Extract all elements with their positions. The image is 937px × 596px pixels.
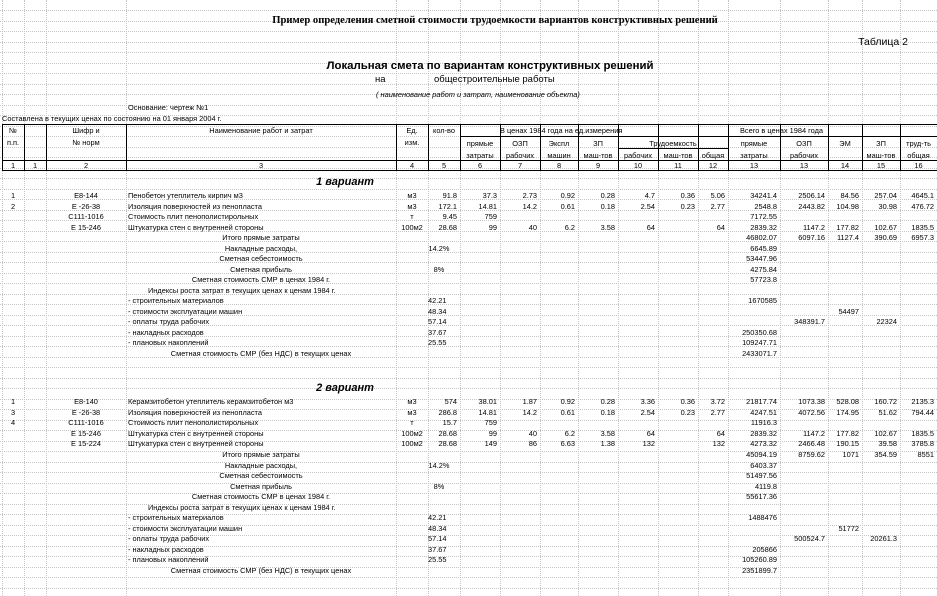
grid-row-line xyxy=(0,504,937,505)
grid-column-line xyxy=(698,0,699,596)
colnum-bottom-border xyxy=(2,170,937,171)
row-cell-c17: 1835.5 xyxy=(911,222,934,232)
header-t-direct-1: прямые xyxy=(740,139,768,148)
summary-value-c13: 1670585 xyxy=(748,296,777,305)
column-number-cell: 4 xyxy=(409,161,415,170)
grid-row-line xyxy=(0,189,937,190)
header-t-ozp-2: рабочих xyxy=(789,151,819,160)
row-cell-tr: 4.7 xyxy=(644,191,655,200)
summary-label: - плановых накоплений xyxy=(128,338,209,347)
row-cell-c15: 104.98 xyxy=(836,201,859,211)
row-cell-to: 64 xyxy=(716,428,725,438)
work-name: общестроительные работы xyxy=(434,74,555,85)
header-num-2: п.п. xyxy=(6,138,20,147)
column-number-cell: 7 xyxy=(517,161,523,170)
row-cell-c17: 794.44 xyxy=(911,407,934,417)
grid-row-line xyxy=(0,178,937,179)
header-sub-border-2 xyxy=(728,136,937,137)
summary-label: Сметная стоимость СМР (без НДС) в текущих ценах xyxy=(170,348,352,358)
row-cell-qty: 28.68 xyxy=(438,222,457,232)
row-cell-to: 2.77 xyxy=(710,407,725,417)
row-cell-c15: 177.82 xyxy=(836,222,859,232)
row-cell-tm: 0.36 xyxy=(680,191,695,200)
header-labor: Трудоемкость xyxy=(649,139,697,148)
row-name: Штукатурка стен с внутренней стороны xyxy=(128,428,264,438)
row-cell-qty: 28.68 xyxy=(438,428,457,438)
row-cell-c13: 4273.32 xyxy=(750,439,777,448)
summary-index: 48.34 xyxy=(428,306,447,316)
column-number-cell: 3 xyxy=(258,161,264,170)
summary-value-c13: 57723.8 xyxy=(750,275,777,284)
column-number-cell: 16 xyxy=(914,161,923,170)
summary-percent: 8% xyxy=(433,481,445,491)
row-code: Е8-140 xyxy=(74,397,98,406)
summary-value-c15: 51772 xyxy=(838,523,859,533)
row-cell-c13: 2548.8 xyxy=(754,201,777,211)
summary-value-c13: 53447.96 xyxy=(746,254,777,263)
row-cell-ozp: 14.2 xyxy=(522,201,537,211)
summary-label: - стоимости эксплуатации машин xyxy=(128,523,243,533)
row-cell-c17: 4645.1 xyxy=(911,191,934,200)
row-number: 1 xyxy=(10,191,16,200)
row-cell-zp: 0.18 xyxy=(600,201,615,211)
row-cell-to: 64 xyxy=(716,222,725,232)
grid-row-line xyxy=(0,388,937,389)
summary-value-c13: 1488476 xyxy=(748,513,777,522)
row-cell-c14: 1147.2 xyxy=(802,428,825,438)
estimate-title: Локальная смета по вариантам конструктивных решений xyxy=(326,60,654,72)
header-ozp-1: ОЗП xyxy=(512,139,528,148)
grid-column-line xyxy=(828,0,829,596)
summary-index: 42.21 xyxy=(428,296,447,305)
summary-value-c16: 20261.3 xyxy=(870,534,897,543)
header-t-ozp-1: ОЗП xyxy=(796,139,812,148)
summary-index: 25.55 xyxy=(428,555,447,564)
row-cell-zp: 0.28 xyxy=(600,397,615,406)
row-cell-em: 0.61 xyxy=(560,201,575,211)
row-cell-to: 132 xyxy=(712,439,725,448)
header-top-border xyxy=(2,124,937,125)
row-code: Е8-144 xyxy=(74,191,98,200)
row-cell-c15: 177.82 xyxy=(836,428,859,438)
row-number: 2 xyxy=(10,201,16,211)
row-cell-c15: 190.15 xyxy=(836,439,859,448)
row-cell-em: 0.61 xyxy=(560,407,575,417)
row-cell-tm: 0.36 xyxy=(680,397,695,406)
column-number-cell: 9 xyxy=(595,161,601,170)
row-cell-c16: 257.04 xyxy=(874,191,897,200)
column-number-cell: 10 xyxy=(633,161,643,170)
grid-row-line xyxy=(0,588,937,589)
header-t-labor-1: труд-ть xyxy=(906,139,931,148)
summary-label: Сметная себестоимость xyxy=(219,254,303,263)
row-name: Изоляция поверхностей из пенопласта xyxy=(128,407,262,417)
row-cell-zp: 0.28 xyxy=(600,191,615,200)
summary-percent: 8% xyxy=(433,264,445,274)
row-number: 3 xyxy=(10,407,16,417)
row-cell-zp: 0.18 xyxy=(600,407,615,417)
row-cell-tr: 3.36 xyxy=(640,397,655,406)
summary-label: Итого прямые затраты xyxy=(222,450,300,459)
header-name: Наименование работ и затрат xyxy=(209,126,313,135)
row-cell-tr: 2.54 xyxy=(640,201,655,211)
row-cell-tr: 64 xyxy=(646,428,655,438)
header-1984-group: В ценах 1984 года на ед.измерения xyxy=(500,126,623,135)
header-labor-work: рабочих xyxy=(623,151,653,160)
row-cell-zp: 3.58 xyxy=(600,222,615,232)
row-cell-qty: 28.68 xyxy=(438,439,457,448)
summary-value-c13: 205866 xyxy=(752,544,777,554)
row-cell-ozp: 2.73 xyxy=(522,191,537,200)
summary-value-c16: 390.69 xyxy=(874,233,897,242)
row-cell-c14: 1073.38 xyxy=(798,397,825,406)
row-cell-em: 0.92 xyxy=(560,191,575,200)
row-cell-c15: 528.08 xyxy=(836,397,859,406)
row-code: Е 15-224 xyxy=(71,439,101,448)
header-expl-1: Экспл xyxy=(548,139,570,148)
row-cell-c16: 102.67 xyxy=(874,222,897,232)
row-cell-tr: 132 xyxy=(642,439,655,448)
summary-value-c13: 46802.07 xyxy=(746,233,777,242)
row-cell-c14: 2506.14 xyxy=(798,191,825,200)
row-cell-c14: 2443.82 xyxy=(798,201,825,211)
grid-column-line xyxy=(46,0,47,596)
grid-row-line xyxy=(0,378,937,379)
row-cell-tm: 0.23 xyxy=(680,201,695,211)
summary-value-c13: 2433071.7 xyxy=(742,348,777,358)
summary-value-c16: 22324 xyxy=(876,317,897,326)
header-zp-1: ЗП xyxy=(593,139,603,148)
grid-column-line xyxy=(2,0,3,596)
summary-label: - накладных расходов xyxy=(128,544,204,554)
summary-percent: 14.2% xyxy=(428,243,450,253)
summary-label: Итого прямые затраты xyxy=(222,233,300,242)
row-unit: м3 xyxy=(407,201,417,211)
summary-value-c14: 348391.7 xyxy=(794,317,825,326)
column-number-cell: 13 xyxy=(749,161,759,170)
compiled-line: Составлена в текущих ценах по состоянию на 01 января 2004 г. xyxy=(2,114,222,123)
row-cell-em: 0.92 xyxy=(560,397,575,406)
row-cell-to: 2.77 xyxy=(710,201,725,211)
header-unit-1: Ед. xyxy=(406,126,418,135)
row-cell-c13: 11916.3 xyxy=(750,418,777,427)
header-unit-2: изм. xyxy=(404,138,420,147)
row-cell-c15: 174.95 xyxy=(836,407,859,417)
summary-value-c14: 6097.16 xyxy=(798,233,825,242)
row-cell-c17: 3785.8 xyxy=(911,439,934,448)
row-number: 4 xyxy=(10,418,16,427)
grid-row-line xyxy=(0,42,937,43)
summary-label: Сметная прибыль xyxy=(230,481,292,491)
summary-value-c17: 8551 xyxy=(917,450,934,459)
summary-label: Сметная себестоимость xyxy=(219,471,303,480)
summary-value-c13: 6645.89 xyxy=(750,243,777,253)
column-number-cell: 1 xyxy=(32,161,38,170)
summary-value-c15: 1071 xyxy=(842,450,859,459)
summary-label: - оплаты труда рабочих xyxy=(128,317,210,326)
grid-row-line xyxy=(0,52,937,53)
row-cell-qty: 574 xyxy=(444,397,457,406)
header-code-1: Шифр и xyxy=(72,126,100,135)
row-name: Стоимость плит пенополистирольных xyxy=(128,212,259,221)
row-cell-tr: 2.54 xyxy=(640,407,655,417)
row-cell-c13: 7172.55 xyxy=(750,212,777,221)
summary-index: 57.14 xyxy=(428,534,447,543)
variant-2-title: 2 вариант xyxy=(316,382,374,394)
summary-index: 42.21 xyxy=(428,513,447,522)
grid-column-line xyxy=(24,0,25,596)
column-number-cell: 15 xyxy=(876,161,886,170)
summary-index: 48.34 xyxy=(428,523,447,533)
row-cell-pz: 759 xyxy=(484,212,497,221)
row-cell-ozp: 1.87 xyxy=(522,397,537,406)
on-label: на xyxy=(375,74,386,85)
row-cell-zp: 1.38 xyxy=(600,439,615,448)
grid-row-line xyxy=(0,367,937,368)
summary-label: Сметная стоимость СМР в ценах 1984 г. xyxy=(191,492,331,501)
column-number-cell: 8 xyxy=(556,161,562,170)
row-code: С111-1016 xyxy=(68,418,104,427)
summary-label: - плановых накоплений xyxy=(128,555,209,564)
row-cell-c15: 84.56 xyxy=(840,191,859,200)
summary-value-c13: 4275.84 xyxy=(750,264,777,274)
summary-label: Сметная стоимость СМР (без НДС) в текущих ценах xyxy=(170,565,352,575)
column-number-cell: 11 xyxy=(674,161,682,170)
row-cell-c17: 2135.3 xyxy=(911,397,934,406)
row-cell-pz: 14.81 xyxy=(478,201,497,211)
column-number-cell: 6 xyxy=(477,161,483,170)
header-t-labor-2: общая xyxy=(907,151,930,160)
row-cell-ozp: 40 xyxy=(528,222,537,232)
summary-label: - накладных расходов xyxy=(128,327,204,337)
column-number-cell: 5 xyxy=(441,161,447,170)
row-code: Е -26-38 xyxy=(71,201,101,211)
summary-label: Сметная стоимость СМР в ценах 1984 г. xyxy=(191,275,331,284)
summary-value-c13: 105260.89 xyxy=(742,555,777,564)
row-name: Керамзитобетон утеплитель керамзитобетон м3 xyxy=(128,397,294,406)
summary-value-c14: 8759.62 xyxy=(798,450,825,459)
summary-label: Индексы роста затрат в текущих ценах к ценам 1984 г. xyxy=(148,285,336,295)
row-code: Е -26-38 xyxy=(71,407,101,417)
row-cell-pz: 759 xyxy=(484,418,497,427)
row-cell-to: 5.06 xyxy=(710,191,725,200)
row-cell-qty: 286.8 xyxy=(438,407,457,417)
summary-percent: 14.2% xyxy=(428,460,450,470)
work-caption: ( наименование работ и затрат, наименование объекта) xyxy=(376,90,580,99)
row-cell-c14: 4072.56 xyxy=(798,407,825,417)
row-cell-to: 3.72 xyxy=(710,397,725,406)
summary-value-c16: 354.59 xyxy=(874,450,897,459)
grid-column-line xyxy=(618,0,619,596)
header-zp-2: маш-тов xyxy=(583,151,613,160)
row-cell-em: 6.63 xyxy=(560,439,575,448)
row-cell-tr: 64 xyxy=(646,222,655,232)
row-cell-pz: 38.01 xyxy=(478,397,497,406)
summary-value-c13: 51497.56 xyxy=(746,471,777,480)
row-unit: м3 xyxy=(407,397,417,406)
summary-value-c13: 109247.71 xyxy=(742,338,777,347)
row-name: Пенобетон утеплитель кирпич м3 xyxy=(128,191,243,200)
row-cell-c14: 2466.48 xyxy=(798,439,825,448)
row-cell-c14: 1147.2 xyxy=(802,222,825,232)
grid-row-line xyxy=(0,577,937,578)
variant-1-title: 1 вариант xyxy=(316,176,374,188)
grid-column-line xyxy=(780,0,781,596)
summary-value-c13: 45094.19 xyxy=(746,450,777,459)
row-cell-c16: 51.62 xyxy=(878,407,897,417)
grid-column-line xyxy=(862,0,863,596)
row-cell-c17: 1835.5 xyxy=(911,428,934,438)
row-cell-pz: 99 xyxy=(488,428,497,438)
row-unit: 100м2 xyxy=(401,222,423,232)
row-cell-qty: 91.8 xyxy=(442,191,457,200)
summary-value-c14: 500524.7 xyxy=(794,534,825,543)
row-code: Е 15-246 xyxy=(71,428,101,438)
header-labor-mach: маш-тов xyxy=(663,151,693,160)
basis-line: Основание: чертеж №1 xyxy=(128,103,209,112)
row-name: Изоляция поверхностей из пенопласта xyxy=(128,201,262,211)
table-number: Таблица 2 xyxy=(858,36,908,48)
header-code-2: № норм xyxy=(72,138,100,147)
row-cell-c16: 160.72 xyxy=(874,397,897,406)
summary-label: - строительных материалов xyxy=(128,296,224,305)
summary-label: - строительных материалов xyxy=(128,513,224,522)
summary-value-c13: 6403.37 xyxy=(750,460,777,470)
column-number-cell: 1 xyxy=(10,161,16,170)
summary-value-c13: 2351899.7 xyxy=(742,565,777,575)
header-t-em: ЭМ xyxy=(839,139,851,148)
column-number-cell: 2 xyxy=(83,161,89,170)
row-name: Штукатурка стен с внутренней стороны xyxy=(128,439,264,448)
row-cell-pz: 14.81 xyxy=(478,407,497,417)
summary-index: 37.67 xyxy=(428,327,447,337)
summary-label: - стоимости эксплуатации машин xyxy=(128,306,243,316)
header-direct-1: прямые xyxy=(466,139,494,148)
row-unit: т xyxy=(410,418,414,427)
header-labor-border xyxy=(618,148,728,149)
row-cell-qty: 172.1 xyxy=(438,201,457,211)
column-number-cell: 14 xyxy=(840,161,850,170)
row-cell-zp: 3.58 xyxy=(600,428,615,438)
header-ozp-2: рабочих xyxy=(505,151,535,160)
summary-index: 57.14 xyxy=(428,317,447,326)
header-t-zp-2: маш-тов xyxy=(866,151,896,160)
row-cell-ozp: 86 xyxy=(528,439,537,448)
summary-value-c15: 1127.4 xyxy=(836,233,859,242)
header-qty: кол-во xyxy=(433,126,455,135)
grid-row-line xyxy=(0,31,937,32)
row-cell-c16: 102.67 xyxy=(874,428,897,438)
row-cell-qty: 15.7 xyxy=(442,418,457,427)
row-cell-c13: 2839.32 xyxy=(750,428,777,438)
row-cell-c13: 34241.4 xyxy=(750,191,777,200)
row-name: Штукатурка стен с внутренней стороны xyxy=(128,222,264,232)
row-cell-ozp: 14.2 xyxy=(522,407,537,417)
row-cell-pz: 37.3 xyxy=(482,191,497,200)
row-unit: т xyxy=(410,212,414,221)
header-num-1: № xyxy=(9,126,17,135)
summary-value-c17: 6957.3 xyxy=(911,233,934,242)
summary-value-c13: 55617.36 xyxy=(746,492,777,501)
summary-label: Сметная прибыль xyxy=(230,264,292,274)
header-t-direct-2: затраты xyxy=(740,151,768,160)
row-cell-pz: 149 xyxy=(484,439,497,448)
grid-column-line xyxy=(658,0,659,596)
grid-row-line xyxy=(0,10,937,11)
row-cell-em: 6.2 xyxy=(564,428,575,438)
column-number-cell: 12 xyxy=(708,161,718,170)
row-cell-c17: 476.72 xyxy=(911,201,934,211)
row-cell-em: 6.2 xyxy=(564,222,575,232)
summary-value-c13: 4119.8 xyxy=(754,481,777,491)
row-cell-qty: 9.45 xyxy=(442,212,457,221)
summary-value-c13: 250350.68 xyxy=(742,327,777,337)
summary-label: Накладные расходы, xyxy=(224,460,298,470)
row-cell-c13: 21817.74 xyxy=(746,397,777,406)
row-code: Е 15-246 xyxy=(71,222,101,232)
row-cell-c13: 2839.32 xyxy=(750,222,777,232)
row-unit: м3 xyxy=(407,407,417,417)
summary-index: 37.67 xyxy=(428,544,447,554)
summary-value-c15: 54497 xyxy=(838,306,859,316)
row-cell-tm: 0.23 xyxy=(680,407,695,417)
row-number: 1 xyxy=(10,397,16,406)
header-total-group: Всего в ценах 1984 года xyxy=(740,126,824,135)
row-cell-ozp: 40 xyxy=(528,428,537,438)
document-title: Пример определения сметной стоимости трудоемкости вариантов конструктивных решений xyxy=(272,15,718,26)
row-cell-c16: 39.58 xyxy=(878,439,897,448)
row-cell-c16: 30.98 xyxy=(878,201,897,211)
grid-column-line xyxy=(900,0,901,596)
row-code: С111-1016 xyxy=(68,212,104,221)
summary-label: - оплаты труда рабочих xyxy=(128,534,210,543)
row-unit: 100м2 xyxy=(401,428,423,438)
row-unit: 100м2 xyxy=(401,439,423,448)
grid-row-line xyxy=(0,294,937,295)
row-name: Стоимость плит пенополистирольных xyxy=(128,418,259,427)
summary-label: Индексы роста затрат в текущих ценах к ценам 1984 г. xyxy=(148,502,336,512)
header-labor-total: общая xyxy=(701,151,725,160)
header-expl-2: машин xyxy=(547,151,571,160)
summary-label: Накладные расходы, xyxy=(224,243,298,253)
summary-index: 25.55 xyxy=(428,338,447,347)
grid-column-line xyxy=(126,0,127,596)
column-number-cell: 13 xyxy=(799,161,809,170)
row-unit: м3 xyxy=(407,191,417,200)
row-cell-c13: 4247.51 xyxy=(750,407,777,417)
row-cell-pz: 99 xyxy=(488,222,497,232)
header-t-zp-1: ЗП xyxy=(876,139,886,148)
header-direct-2: затраты xyxy=(466,151,494,160)
